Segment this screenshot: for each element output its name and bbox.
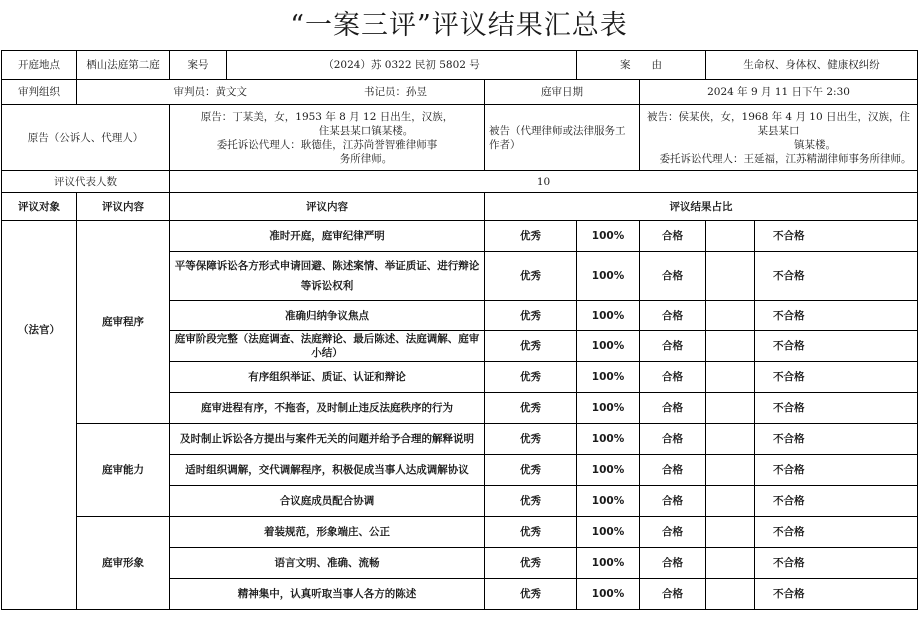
criterion-text: 及时制止诉讼各方提出与案件无关的问题并给予合理的解释说明 bbox=[170, 424, 485, 455]
col-content-header: 评议内容 bbox=[170, 193, 485, 221]
criterion-text: 适时组织调解，交代调解程序，积极促成当事人达成调解协议 bbox=[170, 455, 485, 486]
rating-pass-percent bbox=[706, 221, 755, 252]
summary-table bbox=[1, 50, 918, 610]
rating-percent: 100% bbox=[577, 393, 640, 424]
rating-percent: 100% bbox=[577, 517, 640, 548]
criterion-text: 准确归纳争议焦点 bbox=[170, 301, 485, 331]
rating-pass-percent bbox=[706, 362, 755, 393]
header-row-1 bbox=[2, 51, 918, 80]
criterion-text: 有序组织举证、质证、认证和辩论 bbox=[170, 362, 485, 393]
column-header-row bbox=[2, 193, 918, 221]
parties-row bbox=[2, 105, 918, 171]
rating-pass: 合格 bbox=[640, 548, 706, 579]
rating-fail: 不合格 bbox=[755, 393, 918, 424]
party-line: 住某县某口镇某楼。 bbox=[318, 124, 414, 137]
rating-percent: 100% bbox=[577, 424, 640, 455]
rating-fail: 不合格 bbox=[755, 221, 918, 252]
col-object-header: 评议对象 bbox=[2, 193, 77, 221]
party-line: 委托诉讼代理人：王延福，江苏精湖律师事务所律师。 bbox=[659, 152, 912, 165]
rating-pass-percent bbox=[706, 331, 755, 362]
rating-fail: 不合格 bbox=[755, 424, 918, 455]
rating-percent: 100% bbox=[577, 579, 640, 610]
rating-excellent: 优秀 bbox=[485, 252, 577, 301]
rating-percent: 100% bbox=[577, 548, 640, 579]
rating-pass: 合格 bbox=[640, 486, 706, 517]
rating-pass-percent bbox=[706, 517, 755, 548]
rating-excellent: 优秀 bbox=[485, 393, 577, 424]
clerk-text: 书记员：孙昱 bbox=[364, 86, 427, 98]
criterion-text: 庭审阶段完整（法庭调查、法庭辩论、最后陈述、法庭调解、庭审小结） bbox=[170, 331, 485, 362]
plaintiff-label: 原告（公诉人、代理人） bbox=[2, 105, 170, 171]
panel-value bbox=[77, 80, 485, 105]
rating-fail: 不合格 bbox=[755, 455, 918, 486]
rating-excellent: 优秀 bbox=[485, 455, 577, 486]
defendant-label: 被告（代理律师或法律服务工作者） bbox=[485, 105, 640, 171]
category-cell: 庭审能力 bbox=[77, 424, 170, 517]
defendant-info bbox=[640, 105, 918, 171]
col-ratio-header: 评议结果占比 bbox=[485, 193, 918, 221]
rating-percent: 100% bbox=[577, 252, 640, 301]
rating-percent: 100% bbox=[577, 221, 640, 252]
judge-text: 审判员：黄文文 bbox=[173, 86, 247, 98]
rating-pass-percent bbox=[706, 424, 755, 455]
reps-value: 10 bbox=[170, 171, 918, 193]
cause-value: 生命权、身体权、健康权纠纷 bbox=[706, 51, 918, 80]
criterion-text: 合议庭成员配合协调 bbox=[170, 486, 485, 517]
criterion-text: 准时开庭，庭审纪律严明 bbox=[170, 221, 485, 252]
cause-label: 案 由 bbox=[577, 51, 706, 80]
rating-pass-percent bbox=[706, 301, 755, 331]
rating-excellent: 优秀 bbox=[485, 548, 577, 579]
rating-pass: 合格 bbox=[640, 579, 706, 610]
criterion-text: 平等保障诉讼各方形式申请回避、陈述案情、举证质证、进行辩论等诉讼权利 bbox=[170, 252, 485, 301]
plaintiff-info bbox=[170, 105, 485, 171]
reps-row bbox=[2, 171, 918, 193]
col-category-header: 评议内容 bbox=[77, 193, 170, 221]
rating-excellent: 优秀 bbox=[485, 301, 577, 331]
rating-percent: 100% bbox=[577, 455, 640, 486]
criterion-text: 着装规范，形象端庄、公正 bbox=[170, 517, 485, 548]
party-line: 委托诉讼代理人：耿德佳，江苏尚誉智雅律师事 bbox=[216, 138, 438, 151]
rating-fail: 不合格 bbox=[755, 517, 918, 548]
panel-label: 审判组织 bbox=[2, 80, 77, 105]
rating-pass-percent bbox=[706, 548, 755, 579]
rating-pass: 合格 bbox=[640, 517, 706, 548]
rating-fail: 不合格 bbox=[755, 301, 918, 331]
rating-fail: 不合格 bbox=[755, 252, 918, 301]
criterion-text: 庭审进程有序，不拖沓，及时制止违反法庭秩序的行为 bbox=[170, 393, 485, 424]
hearing-date-label: 庭审日期 bbox=[485, 80, 640, 105]
rating-excellent: 优秀 bbox=[485, 486, 577, 517]
rating-fail: 不合格 bbox=[755, 331, 918, 362]
case-no-label: 案号 bbox=[170, 51, 227, 79]
rating-pass: 合格 bbox=[640, 252, 706, 301]
court-location-label: 开庭地点 bbox=[2, 51, 77, 80]
criterion-text: 精神集中，认真听取当事人各方的陈述 bbox=[170, 579, 485, 610]
reps-label: 评议代表人数 bbox=[2, 171, 170, 193]
rating-pass: 合格 bbox=[640, 362, 706, 393]
party-line: 镇某楼。 bbox=[794, 138, 837, 151]
rating-fail: 不合格 bbox=[755, 362, 918, 393]
rating-excellent: 优秀 bbox=[485, 579, 577, 610]
header-row-2 bbox=[2, 80, 918, 105]
rating-pass-percent bbox=[706, 579, 755, 610]
rating-pass: 合格 bbox=[640, 424, 706, 455]
rating-row bbox=[2, 221, 918, 252]
party-line: 被告：侯某侠，女，1968 年 4 月 10 日出生，汉族，住某县某口 bbox=[647, 110, 910, 137]
rating-excellent: 优秀 bbox=[485, 221, 577, 252]
rating-percent: 100% bbox=[577, 362, 640, 393]
rating-excellent: 优秀 bbox=[485, 517, 577, 548]
rating-pass-percent bbox=[706, 393, 755, 424]
rating-fail: 不合格 bbox=[755, 486, 918, 517]
party-line: 原告：丁某美，女，1953 年 8 月 12 日出生，汉族， bbox=[200, 110, 454, 123]
rating-pass-percent bbox=[706, 486, 755, 517]
case-no-value: （2024）苏 0322 民初 5802 号 bbox=[323, 59, 480, 71]
rating-pass: 合格 bbox=[640, 331, 706, 362]
evaluation-object: （法官） bbox=[2, 221, 77, 610]
rating-row bbox=[2, 424, 918, 455]
rating-pass: 合格 bbox=[640, 221, 706, 252]
page-title: “一案三评”评议结果汇总表 bbox=[290, 10, 628, 41]
criterion-text: 语言文明、准确、流畅 bbox=[170, 548, 485, 579]
hearing-date-value: 2024 年 9 月 11 日下午 2:30 bbox=[640, 80, 918, 105]
rating-fail: 不合格 bbox=[755, 548, 918, 579]
party-line: 务所律师。 bbox=[339, 152, 393, 165]
rating-percent: 100% bbox=[577, 486, 640, 517]
category-cell: 庭审程序 bbox=[77, 221, 170, 424]
rating-pass: 合格 bbox=[640, 393, 706, 424]
rating-pass-percent bbox=[706, 252, 755, 301]
rating-pass-percent bbox=[706, 455, 755, 486]
rating-excellent: 优秀 bbox=[485, 331, 577, 362]
court-location-value: 栖山法庭第二庭 bbox=[77, 51, 170, 80]
rating-fail: 不合格 bbox=[755, 579, 918, 610]
rating-pass: 合格 bbox=[640, 301, 706, 331]
rating-pass: 合格 bbox=[640, 455, 706, 486]
case-no-cell bbox=[170, 51, 577, 80]
rating-percent: 100% bbox=[577, 331, 640, 362]
rating-percent: 100% bbox=[577, 301, 640, 331]
rating-excellent: 优秀 bbox=[485, 362, 577, 393]
rating-row bbox=[2, 517, 918, 548]
category-cell: 庭审形象 bbox=[77, 517, 170, 610]
rating-excellent: 优秀 bbox=[485, 424, 577, 455]
